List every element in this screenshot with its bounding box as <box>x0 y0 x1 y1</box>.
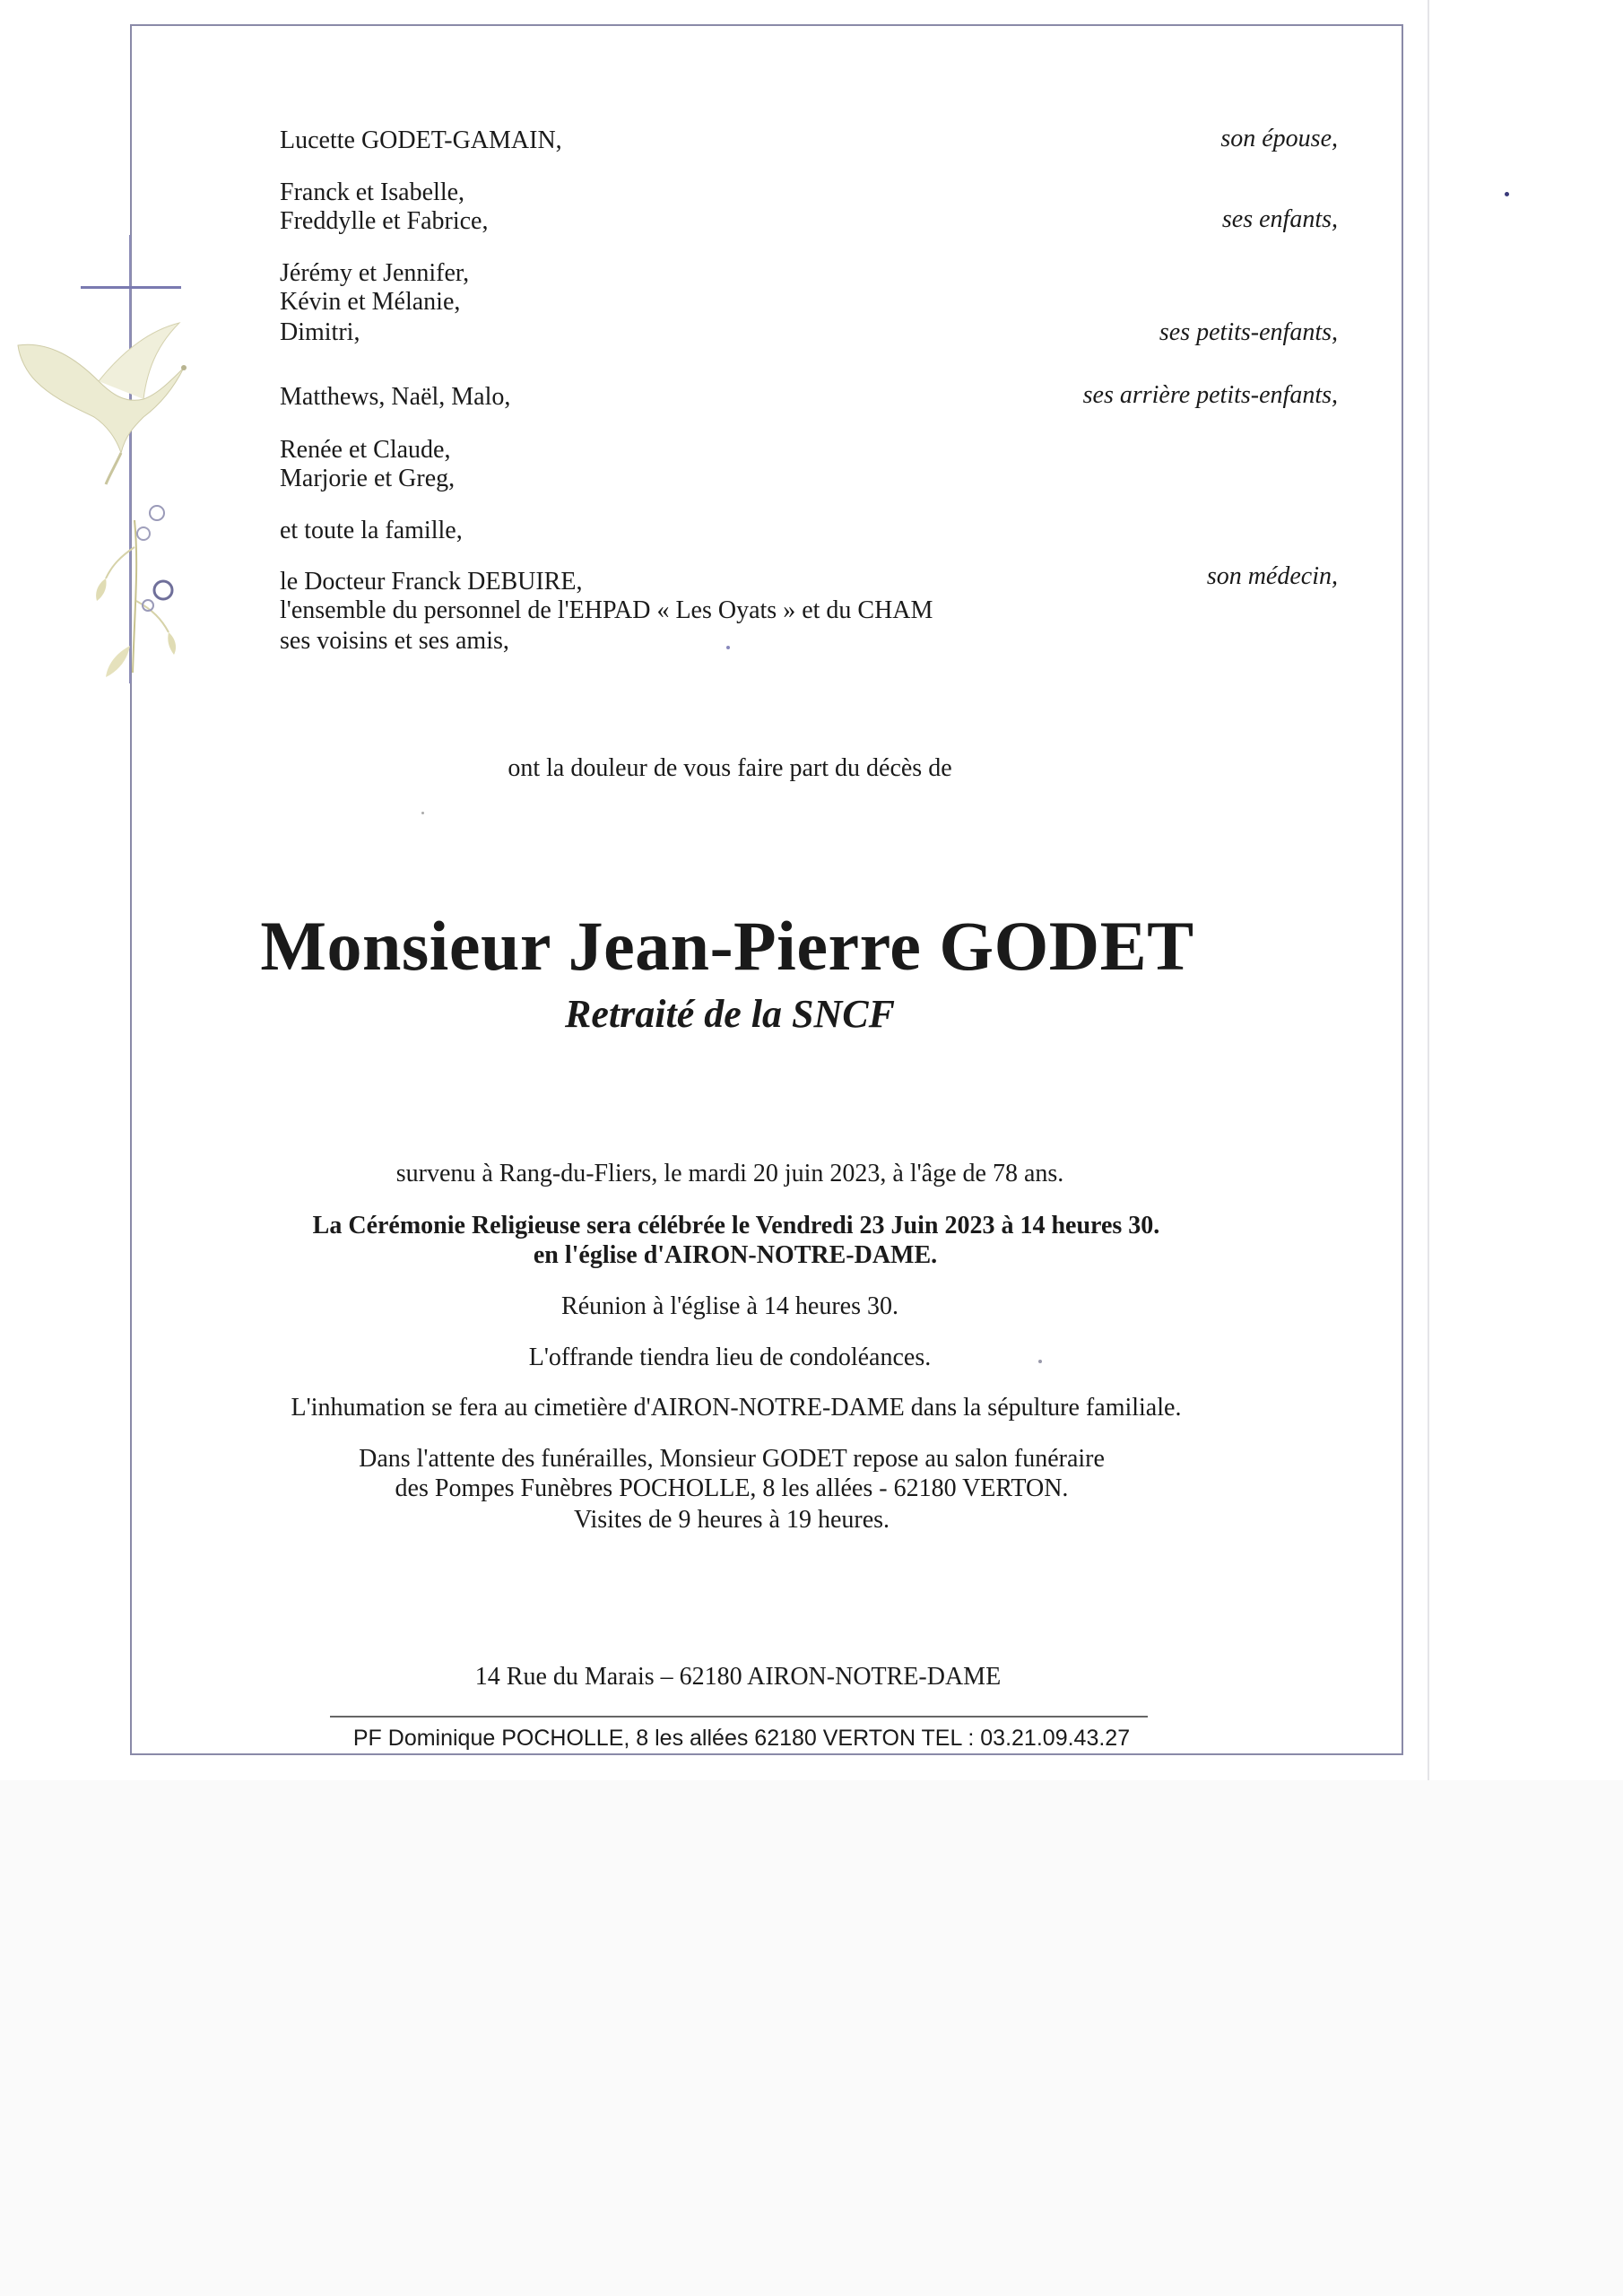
scan-speck <box>726 646 730 649</box>
meeting-text: Réunion à l'église à 14 heures 30. <box>561 1292 898 1320</box>
doctor-role: son médecin, <box>1206 562 1338 590</box>
others-line-1: Renée et Claude, <box>280 436 451 464</box>
spouse-role: son épouse, <box>1220 125 1338 152</box>
ceremony-line-1: La Cérémonie Religieuse sera célébrée le Vendredi 23 Juin 2023 à 14 heures 30. <box>312 1212 1160 1239</box>
children-line-1: Franck et Isabelle, <box>280 178 465 206</box>
children-role: ses enfants, <box>1221 205 1338 233</box>
others-line-2: Marjorie et Greg, <box>280 465 456 492</box>
spouse-name: Lucette GODET-GAMAIN, <box>280 126 562 154</box>
great-grandchildren-role: ses arrière petits-enfants, <box>1082 381 1338 409</box>
friends-line: ses voisins et ses amis, <box>280 627 509 655</box>
offering-text: L'offrande tiendra lieu de condoléances. <box>528 1344 932 1371</box>
deceased-name: Monsieur Jean-Pierre GODET <box>260 907 1194 985</box>
death-details: survenu à Rang-du-Fliers, le mardi 20 juin 2023, à l'âge de 78 ans. <box>395 1160 1064 1187</box>
whole-family: et toute la famille, <box>280 517 463 544</box>
burial-text: L'inhumation se fera au cimetière d'AIRON-NOTRE-DAME dans la sépulture familiale. <box>291 1394 1182 1422</box>
scan-lower-margin <box>0 1780 1623 2296</box>
grandchildren-line-1: Jérémy et Jennifer, <box>280 259 470 287</box>
great-grandchildren: Matthews, Naël, Malo, <box>280 383 511 411</box>
grandchildren-line-3: Dimitri, <box>280 318 360 346</box>
funeral-home-info: PF Dominique POCHOLLE, 8 les allées 62180 VERTON TEL : 03.21.09.43.27 <box>352 1726 1131 1751</box>
visits-text: Visites de 9 heures à 19 heures. <box>573 1506 890 1534</box>
doctor-line: le Docteur Franck DEBUIRE, <box>280 568 583 596</box>
rest-line-2: des Pompes Funèbres POCHOLLE, 8 les allées - 62180 VERTON. <box>395 1474 1069 1502</box>
children-line-2: Freddylle et Fabrice, <box>280 207 489 235</box>
scan-speck <box>1505 192 1509 196</box>
cross-dove-flower-icon <box>0 224 251 691</box>
footer-divider <box>330 1716 1148 1718</box>
rest-line-1: Dans l'attente des funérailles, Monsieur GODET repose au salon funéraire <box>359 1445 1105 1473</box>
intro-text: ont la douleur de vous faire part du décès de <box>508 754 952 782</box>
staff-line: l'ensemble du personnel de l'EHPAD « Les Oyats » et du CHAM <box>280 596 933 624</box>
scan-speck <box>421 812 424 814</box>
deceased-title: Retraité de la SNCF <box>565 992 895 1036</box>
grandchildren-line-2: Kévin et Mélanie, <box>280 288 461 316</box>
ceremony-line-2: en l'église d'AIRON-NOTRE-DAME. <box>533 1241 938 1269</box>
scan-speck <box>1038 1360 1042 1363</box>
grandchildren-role: ses petits-enfants, <box>1159 318 1338 346</box>
family-address: 14 Rue du Marais – 62180 AIRON-NOTRE-DAME <box>474 1663 1002 1691</box>
